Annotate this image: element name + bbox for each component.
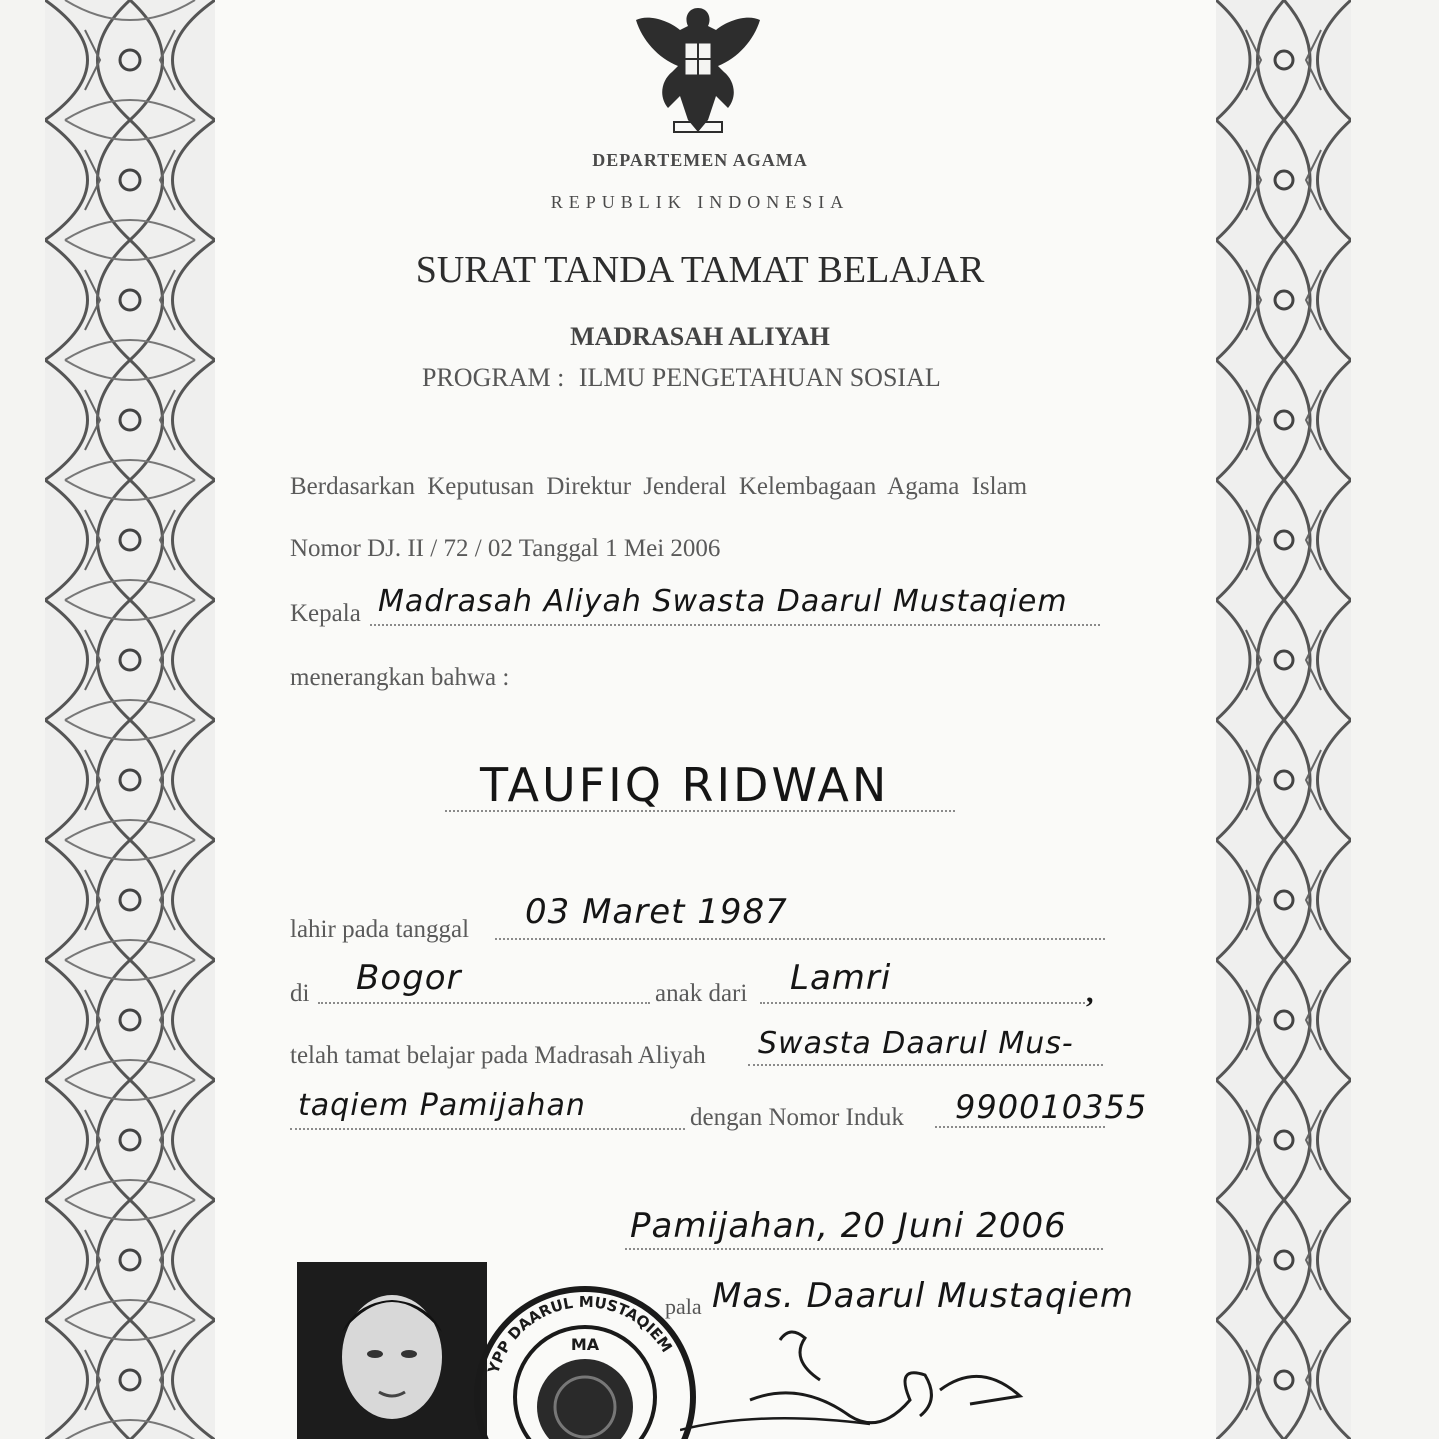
decorative-border-right bbox=[1216, 0, 1351, 1439]
school-value-line1: Swasta Daarul Mus- bbox=[758, 1026, 1074, 1061]
parent-comma: , bbox=[1086, 976, 1094, 1009]
certificate-title: SURAT TANDA TAMAT BELAJAR bbox=[415, 249, 985, 291]
birth-label: lahir pada tanggal bbox=[290, 916, 470, 943]
decorative-border-left bbox=[45, 0, 215, 1439]
kepala-value: Madrasah Aliyah Swasta Daarul Mustaqiem bbox=[378, 584, 1068, 619]
explains-label: menerangkan bahwa : bbox=[290, 664, 510, 691]
program-label: PROGRAM : bbox=[422, 363, 565, 392]
signature-place-date: Pamijahan, 20 Juni 2006 bbox=[630, 1206, 1067, 1246]
student-photo bbox=[297, 1262, 487, 1439]
garuda-emblem-icon bbox=[628, 0, 768, 140]
place-value: Bogor bbox=[356, 958, 462, 998]
program-line bbox=[422, 363, 941, 393]
parent-label: anak dari bbox=[655, 980, 748, 1007]
portrait-silhouette-icon bbox=[297, 1262, 487, 1439]
place-label: di bbox=[290, 980, 310, 1007]
kepala-label: Kepala bbox=[290, 600, 361, 627]
induk-value: 990010355 bbox=[955, 1088, 1148, 1126]
birth-value: 03 Maret 1987 bbox=[525, 892, 788, 932]
induk-label: dengan Nomor Induk bbox=[690, 1104, 904, 1131]
ministry-heading: DEPARTEMEN AGAMA bbox=[592, 150, 808, 170]
decree-number: Nomor DJ. II / 72 / 02 Tanggal 1 Mei 2006 bbox=[290, 535, 721, 562]
student-name: TAUFIQ RIDWAN bbox=[480, 758, 890, 812]
school-value-line2: taqiem Pamijahan bbox=[298, 1088, 586, 1123]
country-heading: REPUBLIK INDONESIA bbox=[550, 192, 850, 212]
head-school-name: Mas. Daarul Mustaqiem bbox=[712, 1276, 1134, 1316]
school-level: MADRASAH ALIYAH bbox=[570, 322, 830, 351]
decree-line: Berdasarkan Keputusan Direktur Jenderal Kelembagaan Agama Islam bbox=[290, 473, 1028, 500]
stamp-ring-text: YPP DAARUL MUSTAQIEM bbox=[484, 1292, 676, 1376]
signature-scribble bbox=[680, 1320, 1040, 1439]
head-prefix: pala bbox=[665, 1294, 702, 1319]
graduated-label: telah tamat belajar pada Madrasah Aliyah bbox=[290, 1042, 706, 1069]
parent-value: Lamri bbox=[790, 958, 892, 998]
stamp-center-text: MA bbox=[570, 1335, 600, 1354]
program-value: ILMU PENGETAHUAN SOSIAL bbox=[578, 363, 941, 392]
